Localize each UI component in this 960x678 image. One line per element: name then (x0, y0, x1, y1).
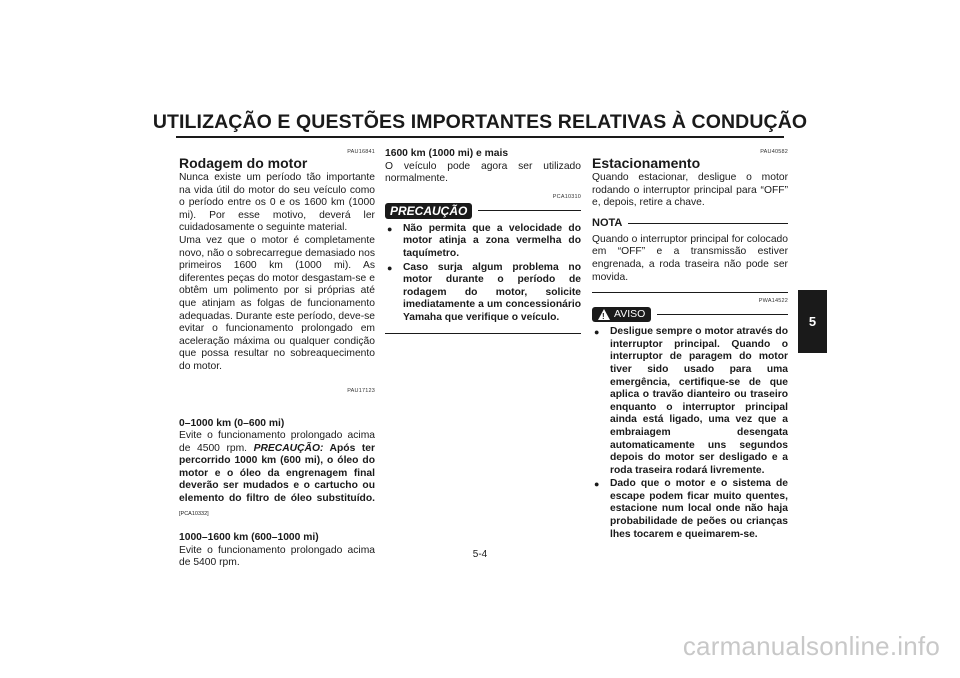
paragraph: Uma vez que o motor é completamente novo, não o sobrecarregue demasiado nos primeiros 1600 km (1000 mi). As diferentes peças do motor desgastam-se e obtêm um polimento por si próprias até que atinjam as folgas de funcionamento adequadas. Durante este período, deve-se evitar o funcionamento prolongado em aceleração máxima ou qualquer condição que possa resultar no sobreaquecimento do motor. (179, 234, 375, 372)
paragraph: Quando estacionar, desligue o motor rodando o interruptor principal para “OFF” e, depois, retire a chave. (592, 172, 788, 209)
subheading: 1600 km (1000 mi) e mais (385, 148, 509, 159)
divider (478, 210, 581, 211)
subheading: 1000–1600 km (600–1000 mi) (179, 532, 319, 544)
section-heading-parking: Estacionamento (592, 155, 701, 171)
note-text: Quando o interruptor principal for colocado em “OFF” e a transmissão estiver engrenada, a roda traseira não pode ser movida. (592, 233, 788, 283)
column-1 (179, 148, 375, 570)
warning-list (592, 326, 788, 541)
warning-label: AVISO (614, 308, 646, 321)
watermark: carmanualsonline.info (682, 631, 940, 661)
reference-code: PWA14522 (758, 298, 788, 305)
divider (385, 333, 581, 334)
warning-label-box (592, 307, 651, 322)
list-item: ● Não permita que a velocidade do motor atinja a zona vermelha do taquímetro. (385, 223, 581, 261)
column-2 (385, 148, 581, 334)
list-item: ● Desligue sempre o motor através do interruptor principal. Quando o interruptor de paragem do motor tiver sido usado para uma emergência, certifique-se de que aplica o travão dianteiro ou traseiro enquanto o interruptor principal ainda está ligado, uma vez que a embraiagem desengata automaticamente uns segundos depois do motor ser desligado e a roda traseira rodará livremente. (592, 326, 788, 477)
paragraph: O veículo pode agora ser utilizado normalmente. (385, 160, 581, 185)
note-label: NOTA (592, 216, 623, 229)
title-rule (176, 136, 784, 138)
page-number: 5-4 (472, 549, 488, 560)
subheading: 0–1000 km (0–600 mi) (179, 417, 285, 429)
reference-code: PAU40582 (760, 149, 788, 155)
divider (657, 314, 788, 315)
paragraph: Evite o funcionamento prolongado acima de 5400 rpm. (179, 544, 375, 569)
divider (628, 223, 788, 224)
inline-caution-text: Após ter percorrido 1000 km (600 mi), o óleo do motor e o óleo da engrenagem final deverão ser mudados e o cartucho ou elemento do filtro de óleo substituído. (179, 442, 375, 505)
reference-code: PCA10310 (552, 193, 581, 200)
paragraph-with-caution (179, 430, 375, 520)
list-item: ● Dado que o motor e o sistema de escape podem ficar muito quentes, estacione num local onde não haja probabilidade de peões ou crianças lhes tocarem e queimarem-se. (592, 478, 788, 541)
reference-code: PAU17123 (347, 387, 375, 394)
divider (592, 292, 788, 293)
inline-reference-code: [PCA10332] (179, 510, 209, 517)
caution-list (385, 223, 581, 325)
inline-caution-label: PRECAUÇÃO: (253, 442, 324, 454)
caution-label: PRECAUÇÃO (385, 203, 472, 219)
paragraph: Nunca existe um período tão importante na vida útil do motor do seu veículo como o período entre os 0 e os 1600 km (1000 mi). Por esse motivo, deverá ler cuidadosamente o seguinte material. (179, 172, 375, 234)
column-3 (592, 148, 788, 542)
section-heading-break-in: Rodagem do motor (179, 155, 308, 171)
caution-header (385, 203, 581, 219)
note-header (592, 217, 788, 230)
warning-triangle-icon (598, 309, 610, 320)
page-title: UTILIZAÇÃO E QUESTÕES IMPORTANTES RELATIVAS À CONDUÇÃO (152, 111, 808, 133)
warning-header (592, 307, 788, 322)
list-item: ● Caso surja algum problema no motor durante o período de rodagem do motor, solicite imediatamente a um concessionário Yamaha que verifique o veículo. (385, 262, 581, 325)
reference-code: PAU16841 (347, 149, 375, 155)
chapter-tab: 5 (798, 290, 827, 353)
paragraph-text: Evite o funcionamento prolongado acima de 4500 rpm. (179, 430, 375, 454)
